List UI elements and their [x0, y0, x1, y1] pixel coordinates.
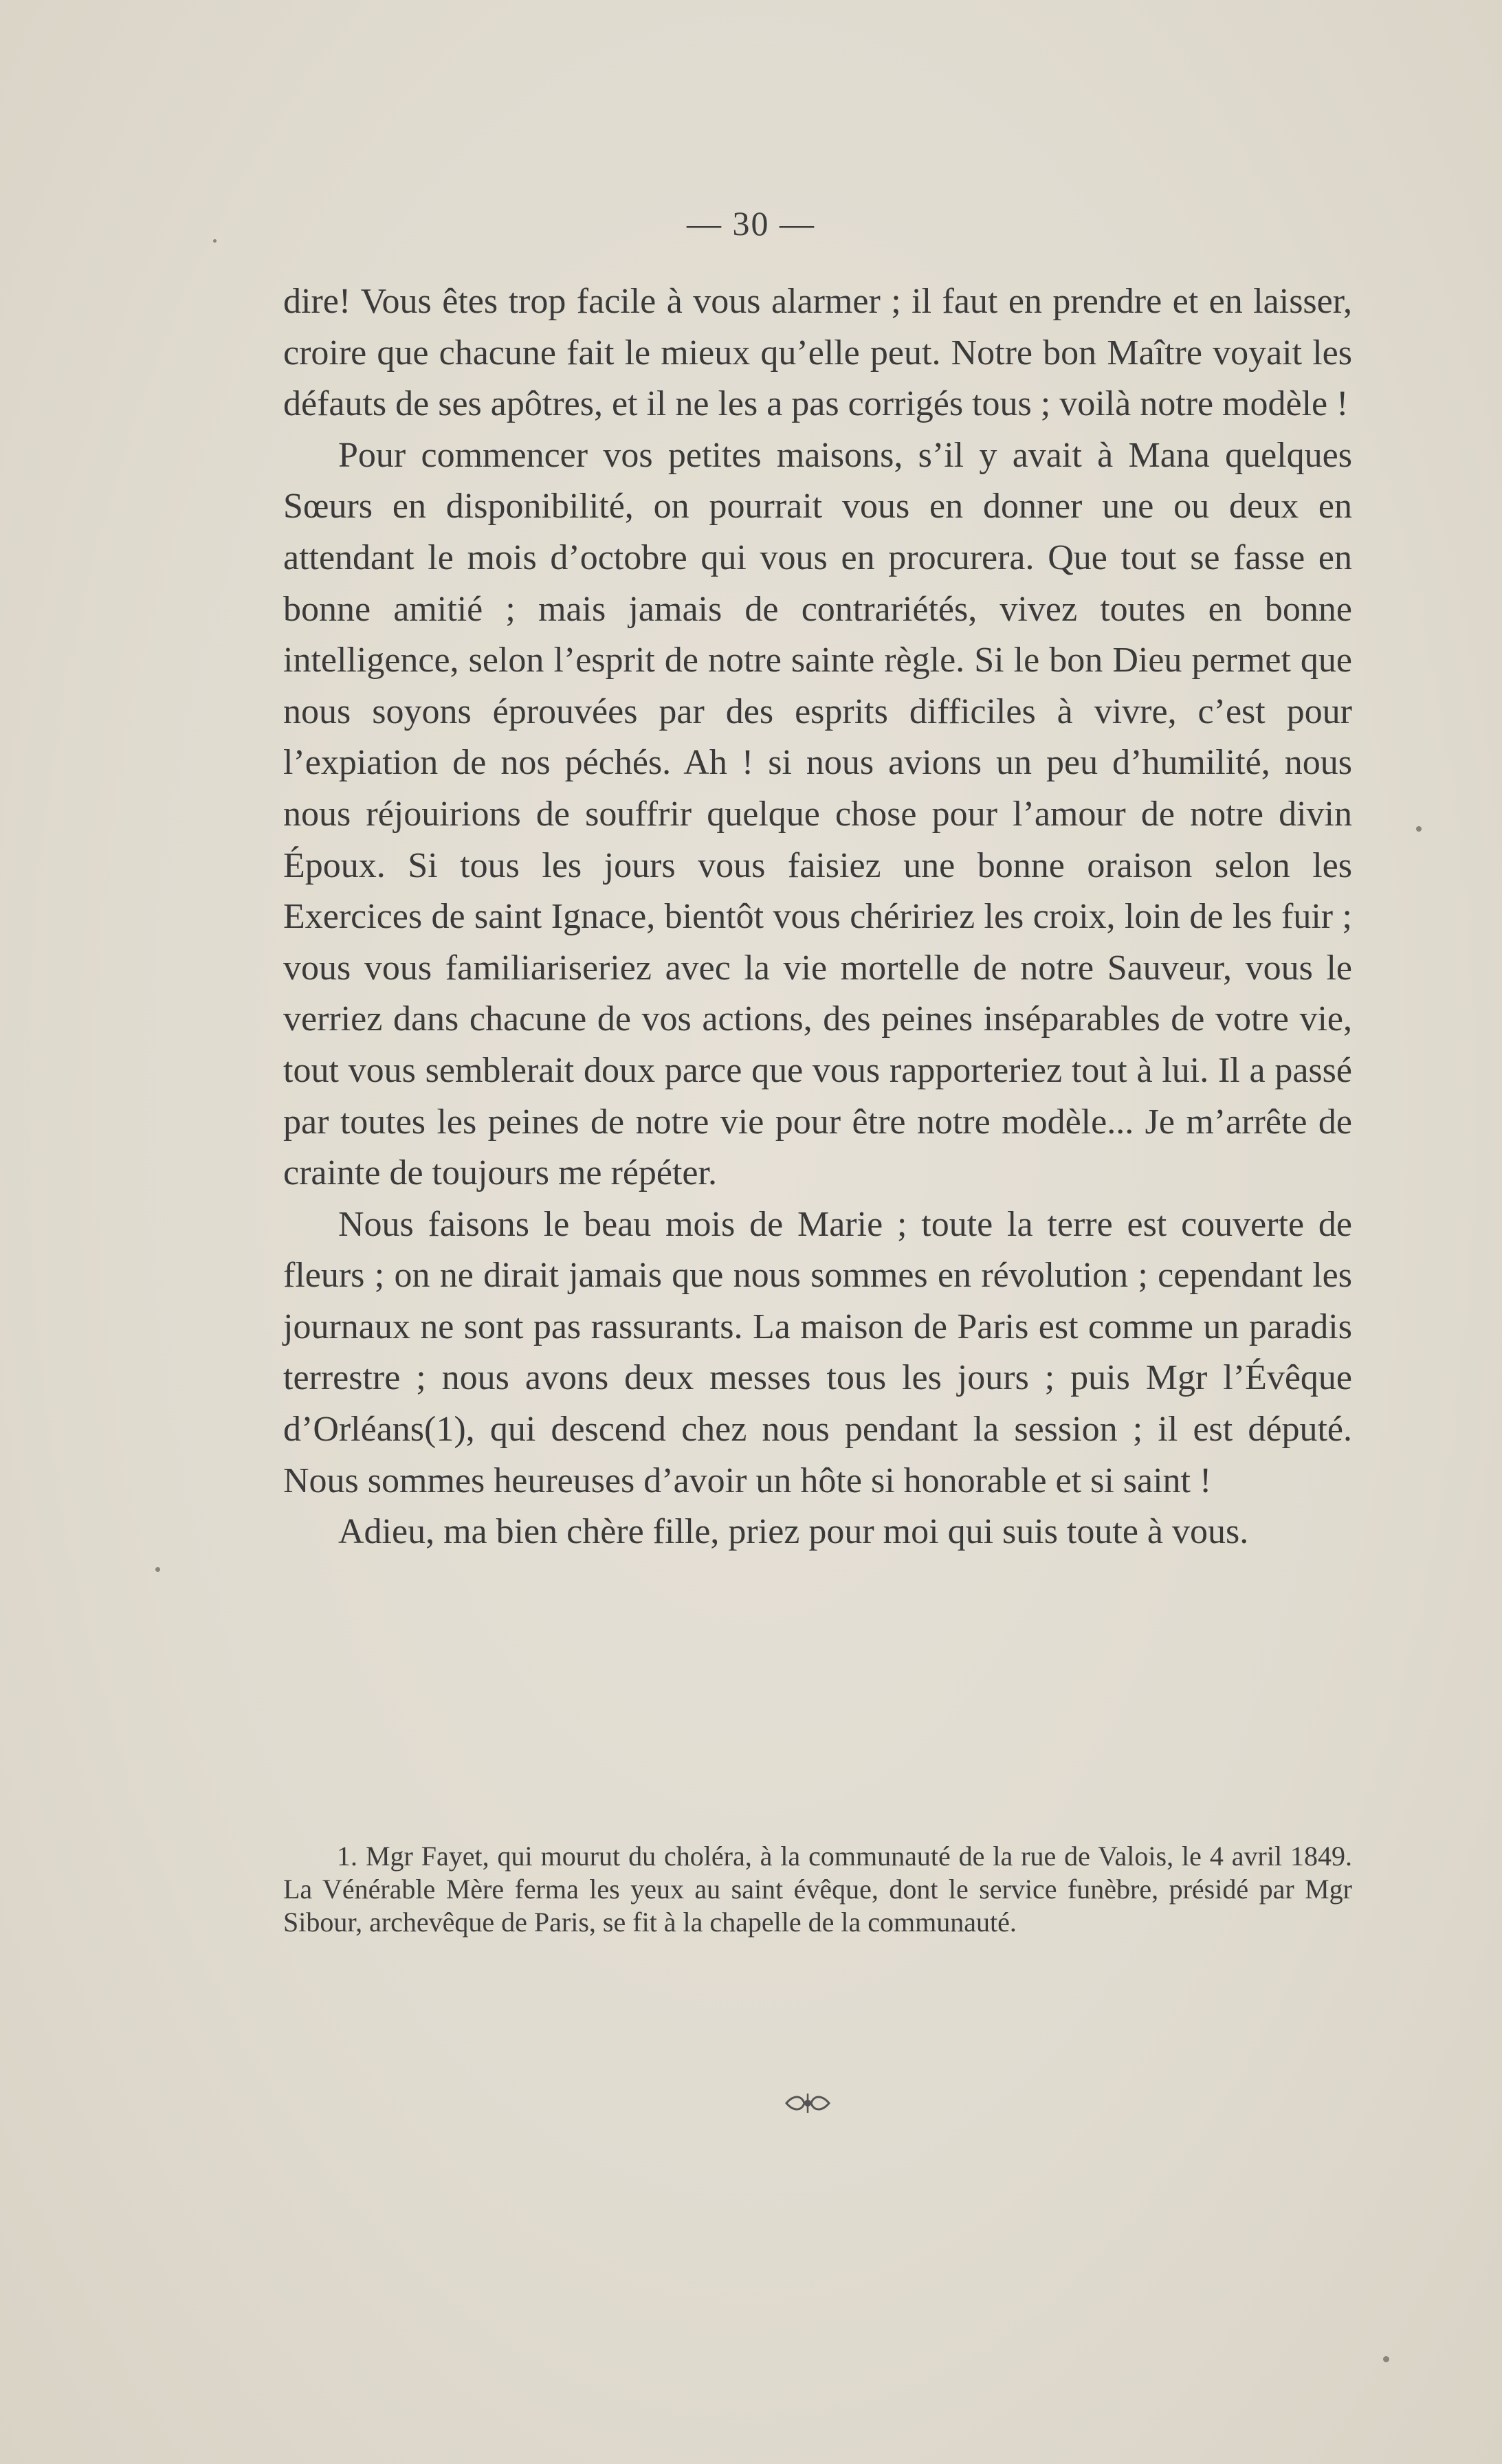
page-number: — 30 —: [687, 204, 815, 243]
footnote-marker: 1.: [337, 1841, 357, 1872]
footnote-text: Mgr Fayet, qui mourut du choléra, à la communauté de la rue de Valois, le 4 avril 1849. La Vénérable Mère ferma les yeux au saint évêque, dont le service funèbre, présidé par Mgr Sibour, archevêque de Paris, se fit à la chapelle de la communauté.: [283, 1841, 1352, 1938]
paper-speck: [1383, 2356, 1389, 2362]
paragraph-4: Adieu, ma bien chère fille, priez pour moi qui suis toute à vous.: [338, 1512, 1249, 1552]
paper-speck: [1416, 826, 1422, 832]
paragraph-1: dire! Vous êtes trop facile à vous alarmer ; il faut en prendre et en laisser, croire que chacune fait le mieux qu’elle peut. Notre bon Maître voyait les défauts de ses apôtres, et il ne les a pas corrigés tous ; voilà notre modèle !: [283, 282, 1352, 424]
footnote: [283, 1840, 1352, 1939]
paper-speck: [213, 239, 217, 243]
paragraph-3: Nous faisons le beau mois de Marie ; toute la terre est couverte de fleurs ; on ne dirait jamais que nous sommes en révolution ; cependant les journaux ne sont pas rassurants. La maison de Paris est comme un paradis terrestre ; nous avons deux messes tous les jours ; puis Mgr l’Évêque d’Orléans(1), qui descend chez nous pendant la session ; il est député. Nous sommes heureuses d’avoir un hôte si honorable et si saint !: [283, 1204, 1352, 1500]
paper-speck: [155, 1567, 160, 1572]
footnote-block: [283, 1840, 1352, 1939]
letter-body: [283, 276, 1352, 1558]
paragraph-2: Pour commencer vos petites maisons, s’il y avait à Mana quelques Sœurs en disponibilité, on pourrait vous en donner une ou deux en attendant le mois d’octobre qui vous en procurera. Que tout se fasse en bonne amitié ; mais jamais de contrariétés, vivez toutes en bonne intelligence, selon l’esprit de notre sainte règle. Si le bon Dieu permet que nous soyons éprouvées par des esprits difficiles à vivre, c’est pour l’expiation de nos péchés. Ah ! si nous avions un peu d’humilité, nous nous réjouirions de souffrir quelque chose pour l’amour de notre divin Époux. Si tous les jours vous faisiez une bonne oraison selon les Exercices de saint Ignace, bientôt vous chéririez les croix, loin de les fuir ; vous vous familiariseriez avec la vie mortelle de notre Sauveur, vous le verriez dans chacune de vos actions, des peines inséparables de votre vie, tout vous semblerait doux parce que vous rapporteriez tout à lui. Il a passé par toutes les peines de notre vie pour être notre modèle... Je m’arrête de crainte de toujours me répéter.: [283, 435, 1352, 1193]
fleuron-ornament-icon: [784, 2089, 832, 2117]
